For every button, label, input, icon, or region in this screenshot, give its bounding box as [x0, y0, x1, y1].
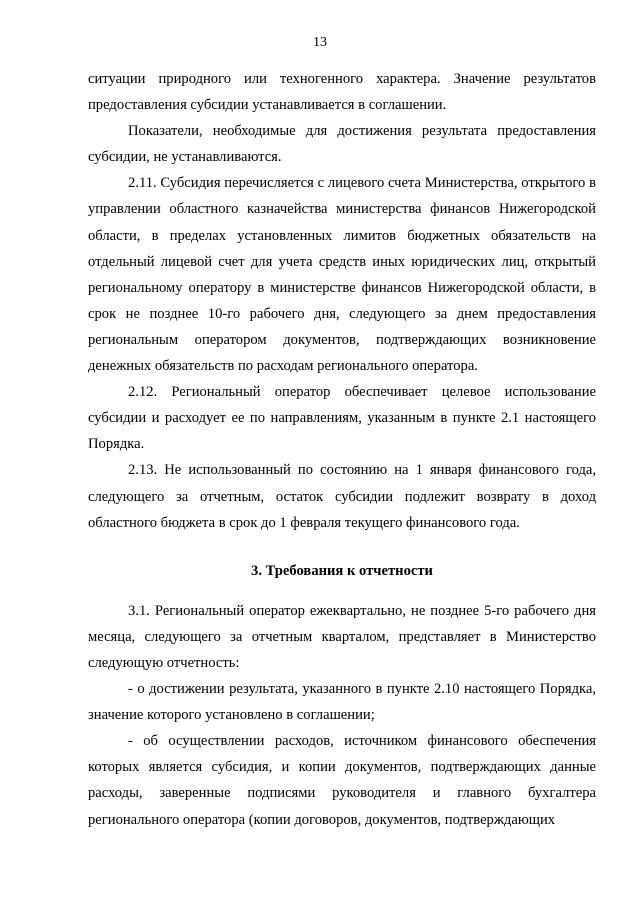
paragraph-continuation: ситуации природного или техногенного характера. Значение результатов предоставления субсидии устанавливается в соглашении.: [88, 71, 596, 114]
document-body: [88, 66, 596, 833]
paragraph-2-13: 2.13. Не использованный по состоянию на 1 января финансового года, следующего за отчетным, остаток субсидии подлежит возврату в доход областного бюджета в срок до 1 февраля текущего финансового года.: [88, 462, 596, 531]
paragraph-2-11: 2.11. Субсидия перечисляется с лицевого счета Министерства, открытого в управлении областного казначейства министерства финансов Нижегородской области, в пределах установленных лимитов бюджетных обязательств на отдельный лицевой счет для учета средств иных юридических лиц, открытый региональному оператору в министерстве финансов Нижегородской области, в срок не позднее 10-го рабочего дня, следующего за днем предоставления региональным оператором документов, подтверждающих возникновение денежных обязательств по расходам регионального оператора.: [88, 175, 596, 375]
page-number: 13: [313, 35, 327, 50]
section-heading: 3. Требования к отчетности: [251, 562, 433, 579]
list-item-expenses: - об осуществлении расходов, источником финансового обеспечения которых является субсидия, и копии документов, подтверждающих данные расходы, заверенные подписями руководителя и главного бухгалтера регионального оператора (копии договоров, документов, подтверждающих: [88, 733, 596, 828]
paragraph-3-1: 3.1. Региональный оператор ежеквартально, не позднее 5-го рабочего дня месяца, следующего за отчетным кварталом, представляет в Министерство следующую отчетность:: [88, 602, 596, 671]
paragraph-2-12: 2.12. Региональный оператор обеспечивает целевое использование субсидии и расходует ее по направлениям, указанным в пункте 2.1 настоящего Порядка.: [88, 384, 596, 453]
paragraph-indicators: Показатели, необходимые для достижения результата предоставления субсидии, не устанавливаются.: [88, 123, 596, 166]
list-item-result: - о достижении результата, указанного в пункте 2.10 настоящего Порядка, значение которого установлено в соглашении;: [88, 681, 596, 724]
